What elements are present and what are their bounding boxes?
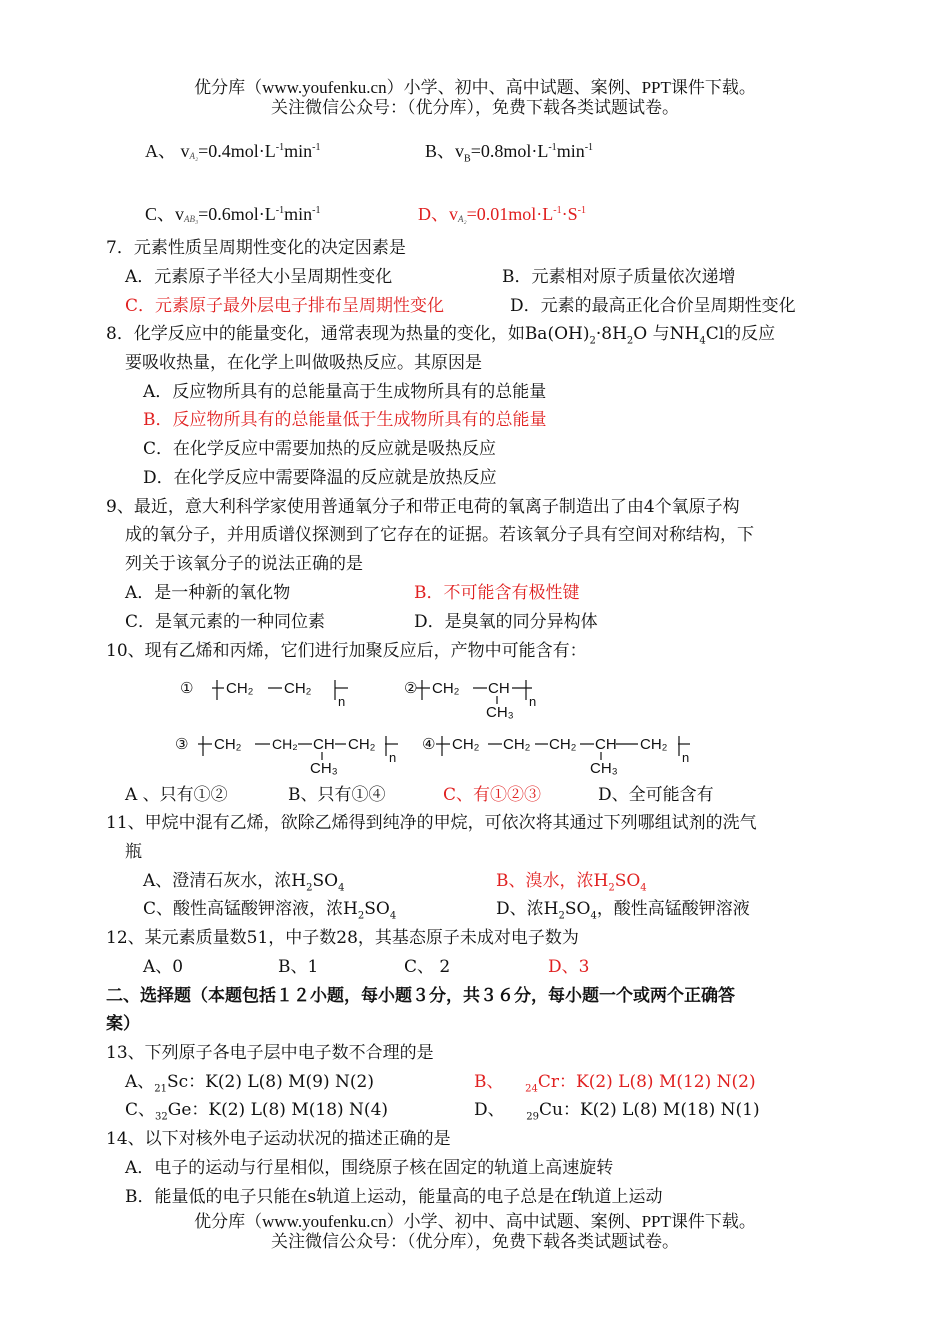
q14-option-a: A．电子的运动与行星相似，围绕原子核在固定的轨道上高速旋转 (125, 1158, 614, 1178)
q13-option-c: C、$_{32}$Ge：K(2) L(8) M(18) N(4) (125, 1100, 389, 1123)
section-2-heading-2: 案） (106, 1014, 140, 1034)
q10-option-a: A 、只有①② (125, 785, 228, 805)
q11-stem-1: 11、甲烷中混有乙烯，欲除乙烯得到纯净的甲烷，可依次将其通过下列哪组试剂的洗气 (106, 813, 757, 833)
q13-option-d: D、 $_{29}$Cu：K(2) L(8) M(18) N(1) (474, 1100, 760, 1123)
q11-option-c: C、酸性高锰酸钾溶液，浓$H_2SO_4$ (143, 899, 397, 922)
structure-3-number: ③ (175, 736, 189, 753)
q7-option-b: B．元素相对原子质量依次递增 (502, 267, 736, 287)
structure-1-ch2-b: CH₂ (284, 680, 312, 697)
q12-stem: 12、某元素质量数51，中子数28，其基态原子未成对电子数为 (106, 928, 579, 948)
q12-option-b: B、1 (278, 957, 319, 977)
structure-3-ch2-a: CH₂ (214, 736, 242, 753)
structure-4-ch2-b: CH₂ (503, 736, 531, 753)
structure-2-ch2: CH₂ (432, 680, 460, 697)
q8-option-c: C．在化学反应中需要加热的反应就是吸热反应 (143, 439, 497, 459)
q7-stem: 7．元素性质呈周期性变化的决定因素是 (106, 238, 406, 258)
q9-option-b-answer: B．不可能含有极性键 (414, 583, 580, 603)
structure-4-ch2-c: CH₂ (549, 736, 577, 753)
q9-option-d: D．是臭氧的同分异构体 (414, 612, 598, 632)
structure-1-n: n (338, 694, 346, 709)
structure-3-ch3: CH₃ (310, 760, 338, 777)
q10-option-b: B、只有①④ (288, 785, 386, 805)
q6-option-b: B、$v_B=0.8mol\cdot L^{-1}\min^{-1}$ (425, 141, 594, 165)
q8-stem-1: 8．化学反应中的能量变化，通常表现为热量的变化，如$Ba(OH)_2\cdot 8H_2O$ 与$NH_4Cl$的反应 (106, 324, 776, 347)
structure-1-ch2-a: CH₂ (226, 680, 254, 697)
structure-3-n: n (389, 750, 397, 765)
q12-option-c: C、 2 (404, 957, 451, 977)
q6-option-d-answer: D、$vA_2=0.01mol\cdot L^{-1}\cdot S^{-1}$ (418, 204, 586, 224)
q10-option-c-answer: C、有①②③ (443, 785, 542, 805)
q11-option-b-answer: B、溴水，浓$H_2SO_4$ (496, 871, 647, 894)
q7-option-d: D．元素的最高正化合价呈周期性变化 (510, 296, 796, 316)
q11-stem-2: 瓶 (125, 842, 142, 862)
q7-option-a: A．元素原子半径大小呈周期性变化 (125, 267, 393, 287)
structure-4-ch2-d: CH₂ (640, 736, 668, 753)
structure-4-ch3: CH₃ (590, 760, 618, 777)
q10-option-d: D、全可能含有 (598, 785, 714, 805)
structure-3-ch2-c: CH₂ (348, 736, 376, 753)
q13-option-b-answer: B、 $_{24}$Cr：K(2) L(8) M(12) N(2) (474, 1072, 756, 1095)
q14-option-b: B．能量低的电子只能在s轨道上运动，能量高的电子总是在f轨道上运动 (125, 1187, 663, 1207)
structure-2-number: ② (404, 680, 418, 697)
footer-line-2: 关注微信公众号：（优分库），免费下载各类试题试卷。 (271, 1232, 679, 1251)
q8-option-b-answer: B．反应物所具有的总能量低于生成物所具有的总能量 (143, 410, 547, 430)
structure-2-ch3: CH₃ (486, 704, 514, 721)
header-line-2: 关注微信公众号：（优分库），免费下载各类试题试卷。 (271, 98, 679, 117)
q11-option-a: A、澄清石灰水，浓$H_2SO_4$ (143, 871, 345, 894)
q8-option-a: A．反应物所具有的总能量高于生成物所具有的总能量 (143, 382, 547, 402)
q9-option-a: A．是一种新的氧化物 (125, 583, 291, 603)
structure-2-n: n (529, 694, 537, 709)
structure-4-ch2-a: CH₂ (452, 736, 480, 753)
q14-stem: 14、以下对核外电子运动状况的描述正确的是 (106, 1129, 451, 1149)
q13-option-a: A、$_{21}$Sc：K(2) L(8) M(9) N(2) (125, 1072, 374, 1095)
q9-stem-1: 9、最近，意大利科学家使用普通氧分子和带正电荷的氧离子制造出了由4个氧原子构 (106, 497, 740, 517)
q7-option-c-answer: C．元素原子最外层电子排布呈周期性变化 (125, 296, 445, 316)
q8-stem-2: 要吸收热量，在化学上叫做吸热反应。其原因是 (125, 353, 482, 373)
q12-option-a: A、0 (143, 957, 184, 977)
structure-4-number: ④ (422, 736, 436, 753)
footer-line-1: 优分库（www.youfenku.cn）小学、初中、高中试题、案例、PPT课件下载。 (194, 1212, 756, 1231)
q13-stem: 13、下列原子各电子层中电子数不合理的是 (106, 1043, 434, 1063)
q9-option-c: C．是氧元素的一种同位素 (125, 612, 326, 632)
q9-stem-2: 成的氧分子，并用质谱仪探测到了它存在的证据。若该氧分子具有空间对称结构，下 (125, 525, 754, 545)
structure-3-ch: CH (313, 736, 335, 753)
section-2-heading-1: 二、选择题（本题包括１２小题，每小题３分，共３６分，每小题一个或两个正确答 (106, 986, 735, 1006)
structure-2-ch: CH (488, 680, 510, 697)
q6-option-c: C、$vAB_3=0.6mol\cdot L^{-1}\min^{-1}$ (145, 204, 321, 224)
q9-stem-3: 列关于该氧分子的说法正确的是 (125, 554, 363, 574)
q6-option-a: A、 $vA_2=0.4mol\cdot L^{-1}\min^{-1}$ (145, 141, 321, 161)
q8-option-d: D．在化学反应中需要降温的反应就是放热反应 (143, 468, 497, 488)
structure-4-n: n (682, 750, 690, 765)
polymer-structures (160, 670, 720, 780)
q11-option-d: D、浓$H_2SO_4$，酸性高锰酸钾溶液 (496, 899, 750, 922)
header-line-1: 优分库（www.youfenku.cn）小学、初中、高中试题、案例、PPT课件下载。 (194, 78, 756, 97)
structure-1-number: ① (180, 680, 194, 697)
q10-stem: 10、现有乙烯和丙烯，它们进行加聚反应后，产物中可能含有： (106, 641, 587, 661)
structure-4-ch: CH (595, 736, 617, 753)
q12-option-d-answer: D、3 (548, 957, 590, 977)
structure-3-ch2-b: CH₂ (272, 736, 298, 752)
